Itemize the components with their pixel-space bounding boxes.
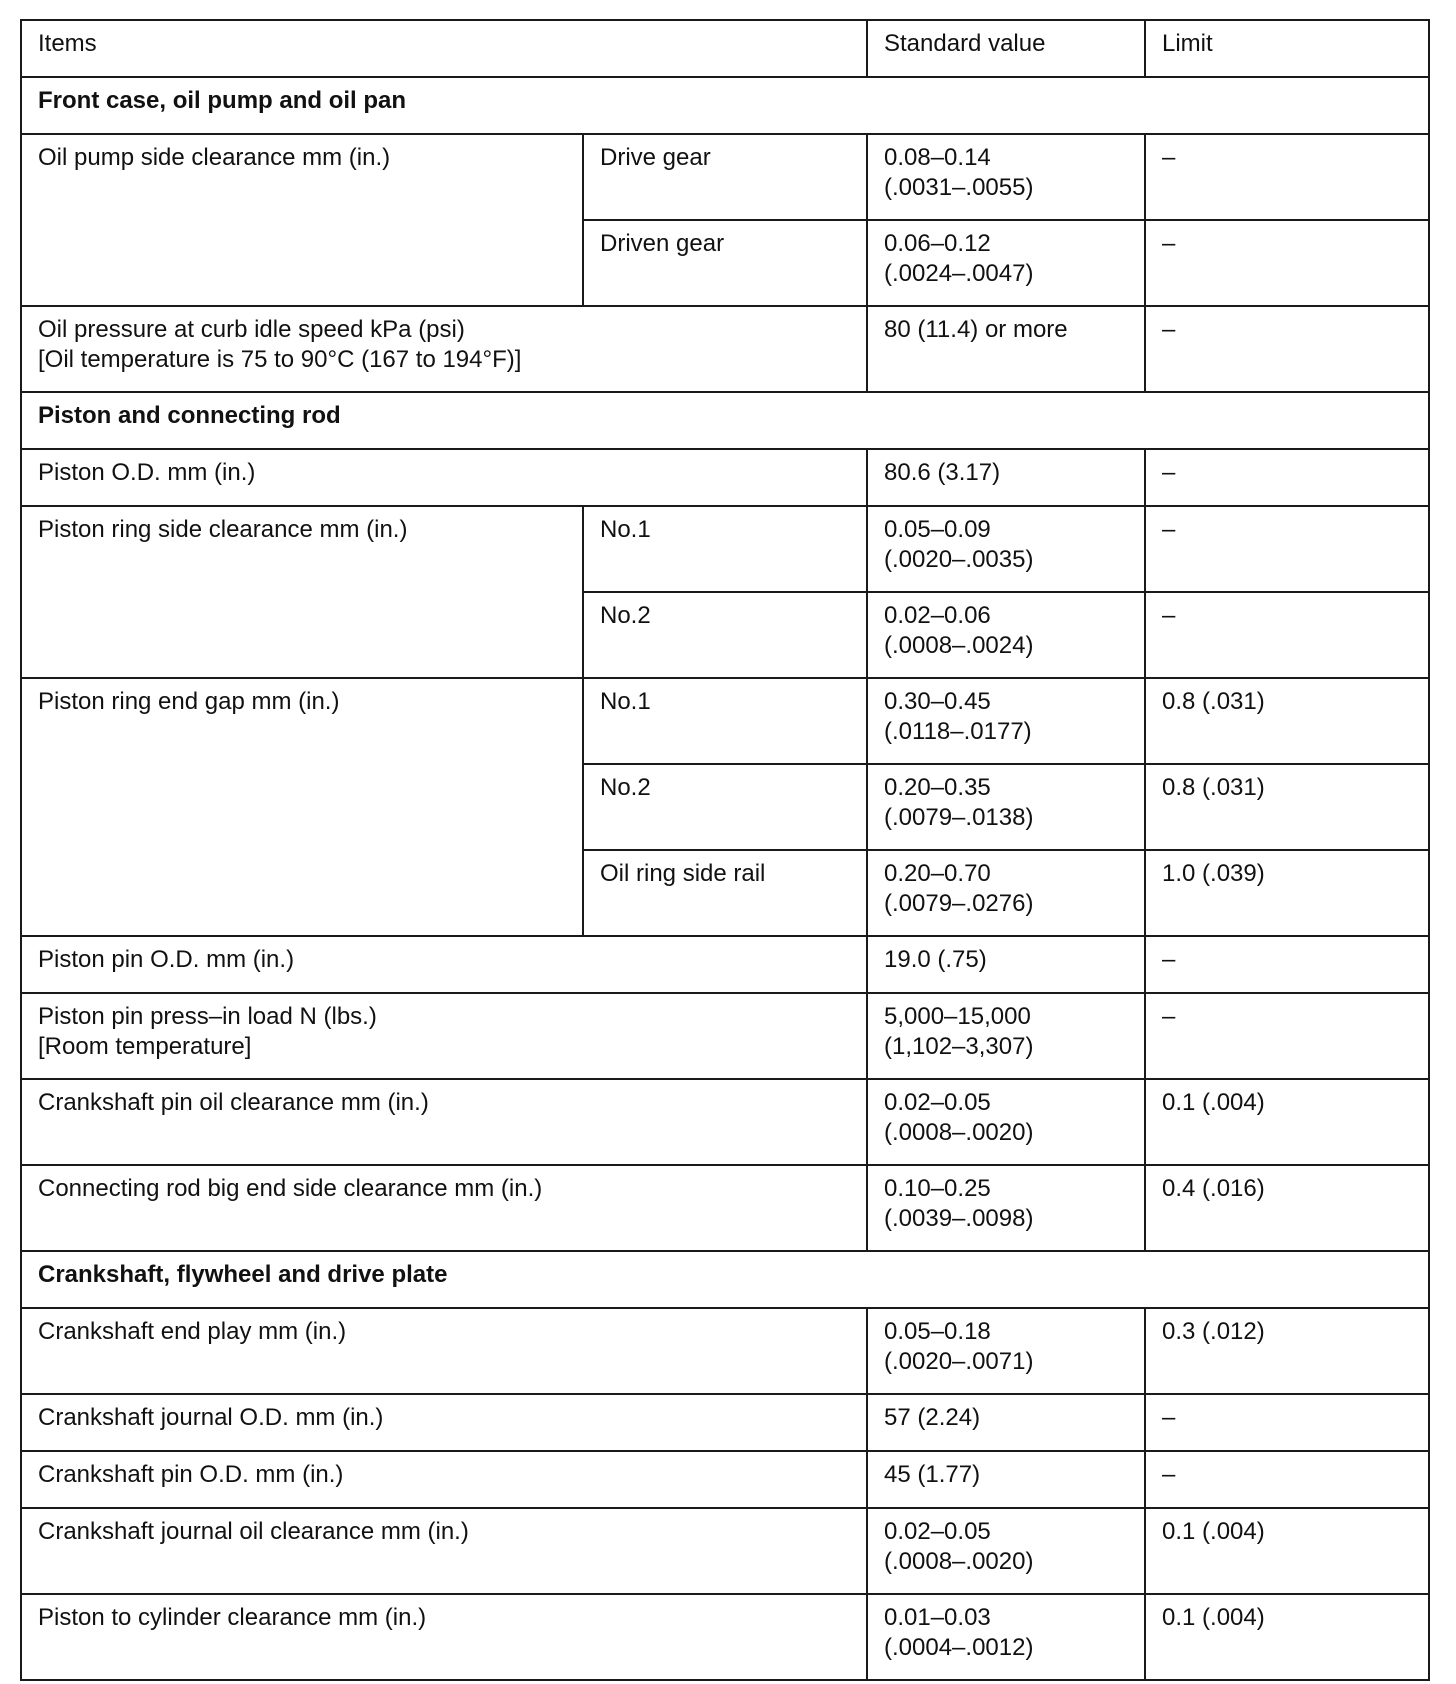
standard-value-cell: 0.02–0.06 (.0008–.0024): [867, 592, 1145, 678]
limit-cell: –: [1145, 506, 1429, 592]
header-standard-value: Standard value: [867, 20, 1145, 77]
limit-cell: –: [1145, 306, 1429, 392]
limit-cell: –: [1145, 1451, 1429, 1508]
table-row: [21, 1165, 1429, 1251]
limit-cell: 0.1 (.004): [1145, 1079, 1429, 1165]
item-cell: Piston ring side clearance mm (in.): [21, 506, 583, 678]
item-cell: Piston O.D. mm (in.): [21, 449, 867, 506]
standard-value-cell: 0.02–0.05 (.0008–.0020): [867, 1508, 1145, 1594]
standard-value-cell: 45 (1.77): [867, 1451, 1145, 1508]
standard-value-cell: 0.06–0.12 (.0024–.0047): [867, 220, 1145, 306]
header-items: Items: [21, 20, 867, 77]
standard-value-cell: 5,000–15,000 (1,102–3,307): [867, 993, 1145, 1079]
standard-value-cell: 0.05–0.18 (.0020–.0071): [867, 1308, 1145, 1394]
limit-cell: –: [1145, 993, 1429, 1079]
section-title: Crankshaft, flywheel and drive plate: [21, 1251, 1429, 1308]
standard-value-cell: 0.20–0.70 (.0079–.0276): [867, 850, 1145, 936]
sub-item-cell: No.2: [583, 592, 867, 678]
limit-cell: –: [1145, 220, 1429, 306]
sub-item-cell: No.1: [583, 506, 867, 592]
item-cell: Crankshaft journal oil clearance mm (in.): [21, 1508, 867, 1594]
item-cell: Connecting rod big end side clearance mm (in.): [21, 1165, 867, 1251]
table-row: [21, 1308, 1429, 1394]
table-header-row: [21, 20, 1429, 77]
limit-cell: 0.4 (.016): [1145, 1165, 1429, 1251]
standard-value-cell: 0.20–0.35 (.0079–.0138): [867, 764, 1145, 850]
item-cell: Oil pump side clearance mm (in.): [21, 134, 583, 306]
item-cell: Crankshaft journal O.D. mm (in.): [21, 1394, 867, 1451]
item-cell: Crankshaft end play mm (in.): [21, 1308, 867, 1394]
table-row: [21, 936, 1429, 993]
standard-value-cell: 80.6 (3.17): [867, 449, 1145, 506]
limit-cell: 0.8 (.031): [1145, 678, 1429, 764]
item-cell: Crankshaft pin oil clearance mm (in.): [21, 1079, 867, 1165]
item-cell: Oil pressure at curb idle speed kPa (psi) [Oil temperature is 75 to 90°C (167 to 194°F)]: [21, 306, 867, 392]
table-row: [21, 1394, 1429, 1451]
section-title: Piston and connecting rod: [21, 392, 1429, 449]
item-cell: Crankshaft pin O.D. mm (in.): [21, 1451, 867, 1508]
item-cell: Piston ring end gap mm (in.): [21, 678, 583, 936]
section-row: [21, 77, 1429, 134]
item-cell: Piston pin O.D. mm (in.): [21, 936, 867, 993]
limit-cell: 0.1 (.004): [1145, 1594, 1429, 1680]
header-limit: Limit: [1145, 20, 1429, 77]
limit-cell: –: [1145, 134, 1429, 220]
limit-cell: 0.3 (.012): [1145, 1308, 1429, 1394]
limit-cell: 0.8 (.031): [1145, 764, 1429, 850]
standard-value-cell: 0.08–0.14 (.0031–.0055): [867, 134, 1145, 220]
table-row: [21, 1079, 1429, 1165]
standard-value-cell: 0.01–0.03 (.0004–.0012): [867, 1594, 1145, 1680]
item-cell: Piston to cylinder clearance mm (in.): [21, 1594, 867, 1680]
limit-cell: 0.1 (.004): [1145, 1508, 1429, 1594]
standard-value-cell: 19.0 (.75): [867, 936, 1145, 993]
spec-table: [20, 19, 1430, 1681]
sub-item-cell: No.1: [583, 678, 867, 764]
limit-cell: –: [1145, 936, 1429, 993]
item-cell: Piston pin press–in load N (lbs.) [Room temperature]: [21, 993, 867, 1079]
table-row: [21, 306, 1429, 392]
table-row: [21, 134, 1429, 220]
limit-cell: –: [1145, 449, 1429, 506]
section-title: Front case, oil pump and oil pan: [21, 77, 1429, 134]
limit-cell: –: [1145, 1394, 1429, 1451]
standard-value-cell: 0.02–0.05 (.0008–.0020): [867, 1079, 1145, 1165]
spec-table-container: [20, 19, 1428, 1681]
table-row: [21, 993, 1429, 1079]
sub-item-cell: Drive gear: [583, 134, 867, 220]
sub-item-cell: No.2: [583, 764, 867, 850]
limit-cell: 1.0 (.039): [1145, 850, 1429, 936]
table-row: [21, 678, 1429, 764]
standard-value-cell: 57 (2.24): [867, 1394, 1145, 1451]
standard-value-cell: 0.05–0.09 (.0020–.0035): [867, 506, 1145, 592]
sub-item-cell: Oil ring side rail: [583, 850, 867, 936]
table-row: [21, 506, 1429, 592]
standard-value-cell: 0.10–0.25 (.0039–.0098): [867, 1165, 1145, 1251]
table-row: [21, 1451, 1429, 1508]
section-row: [21, 1251, 1429, 1308]
standard-value-cell: 0.30–0.45 (.0118–.0177): [867, 678, 1145, 764]
table-row: [21, 1594, 1429, 1680]
table-row: [21, 449, 1429, 506]
limit-cell: –: [1145, 592, 1429, 678]
table-row: [21, 1508, 1429, 1594]
section-row: [21, 392, 1429, 449]
standard-value-cell: 80 (11.4) or more: [867, 306, 1145, 392]
sub-item-cell: Driven gear: [583, 220, 867, 306]
